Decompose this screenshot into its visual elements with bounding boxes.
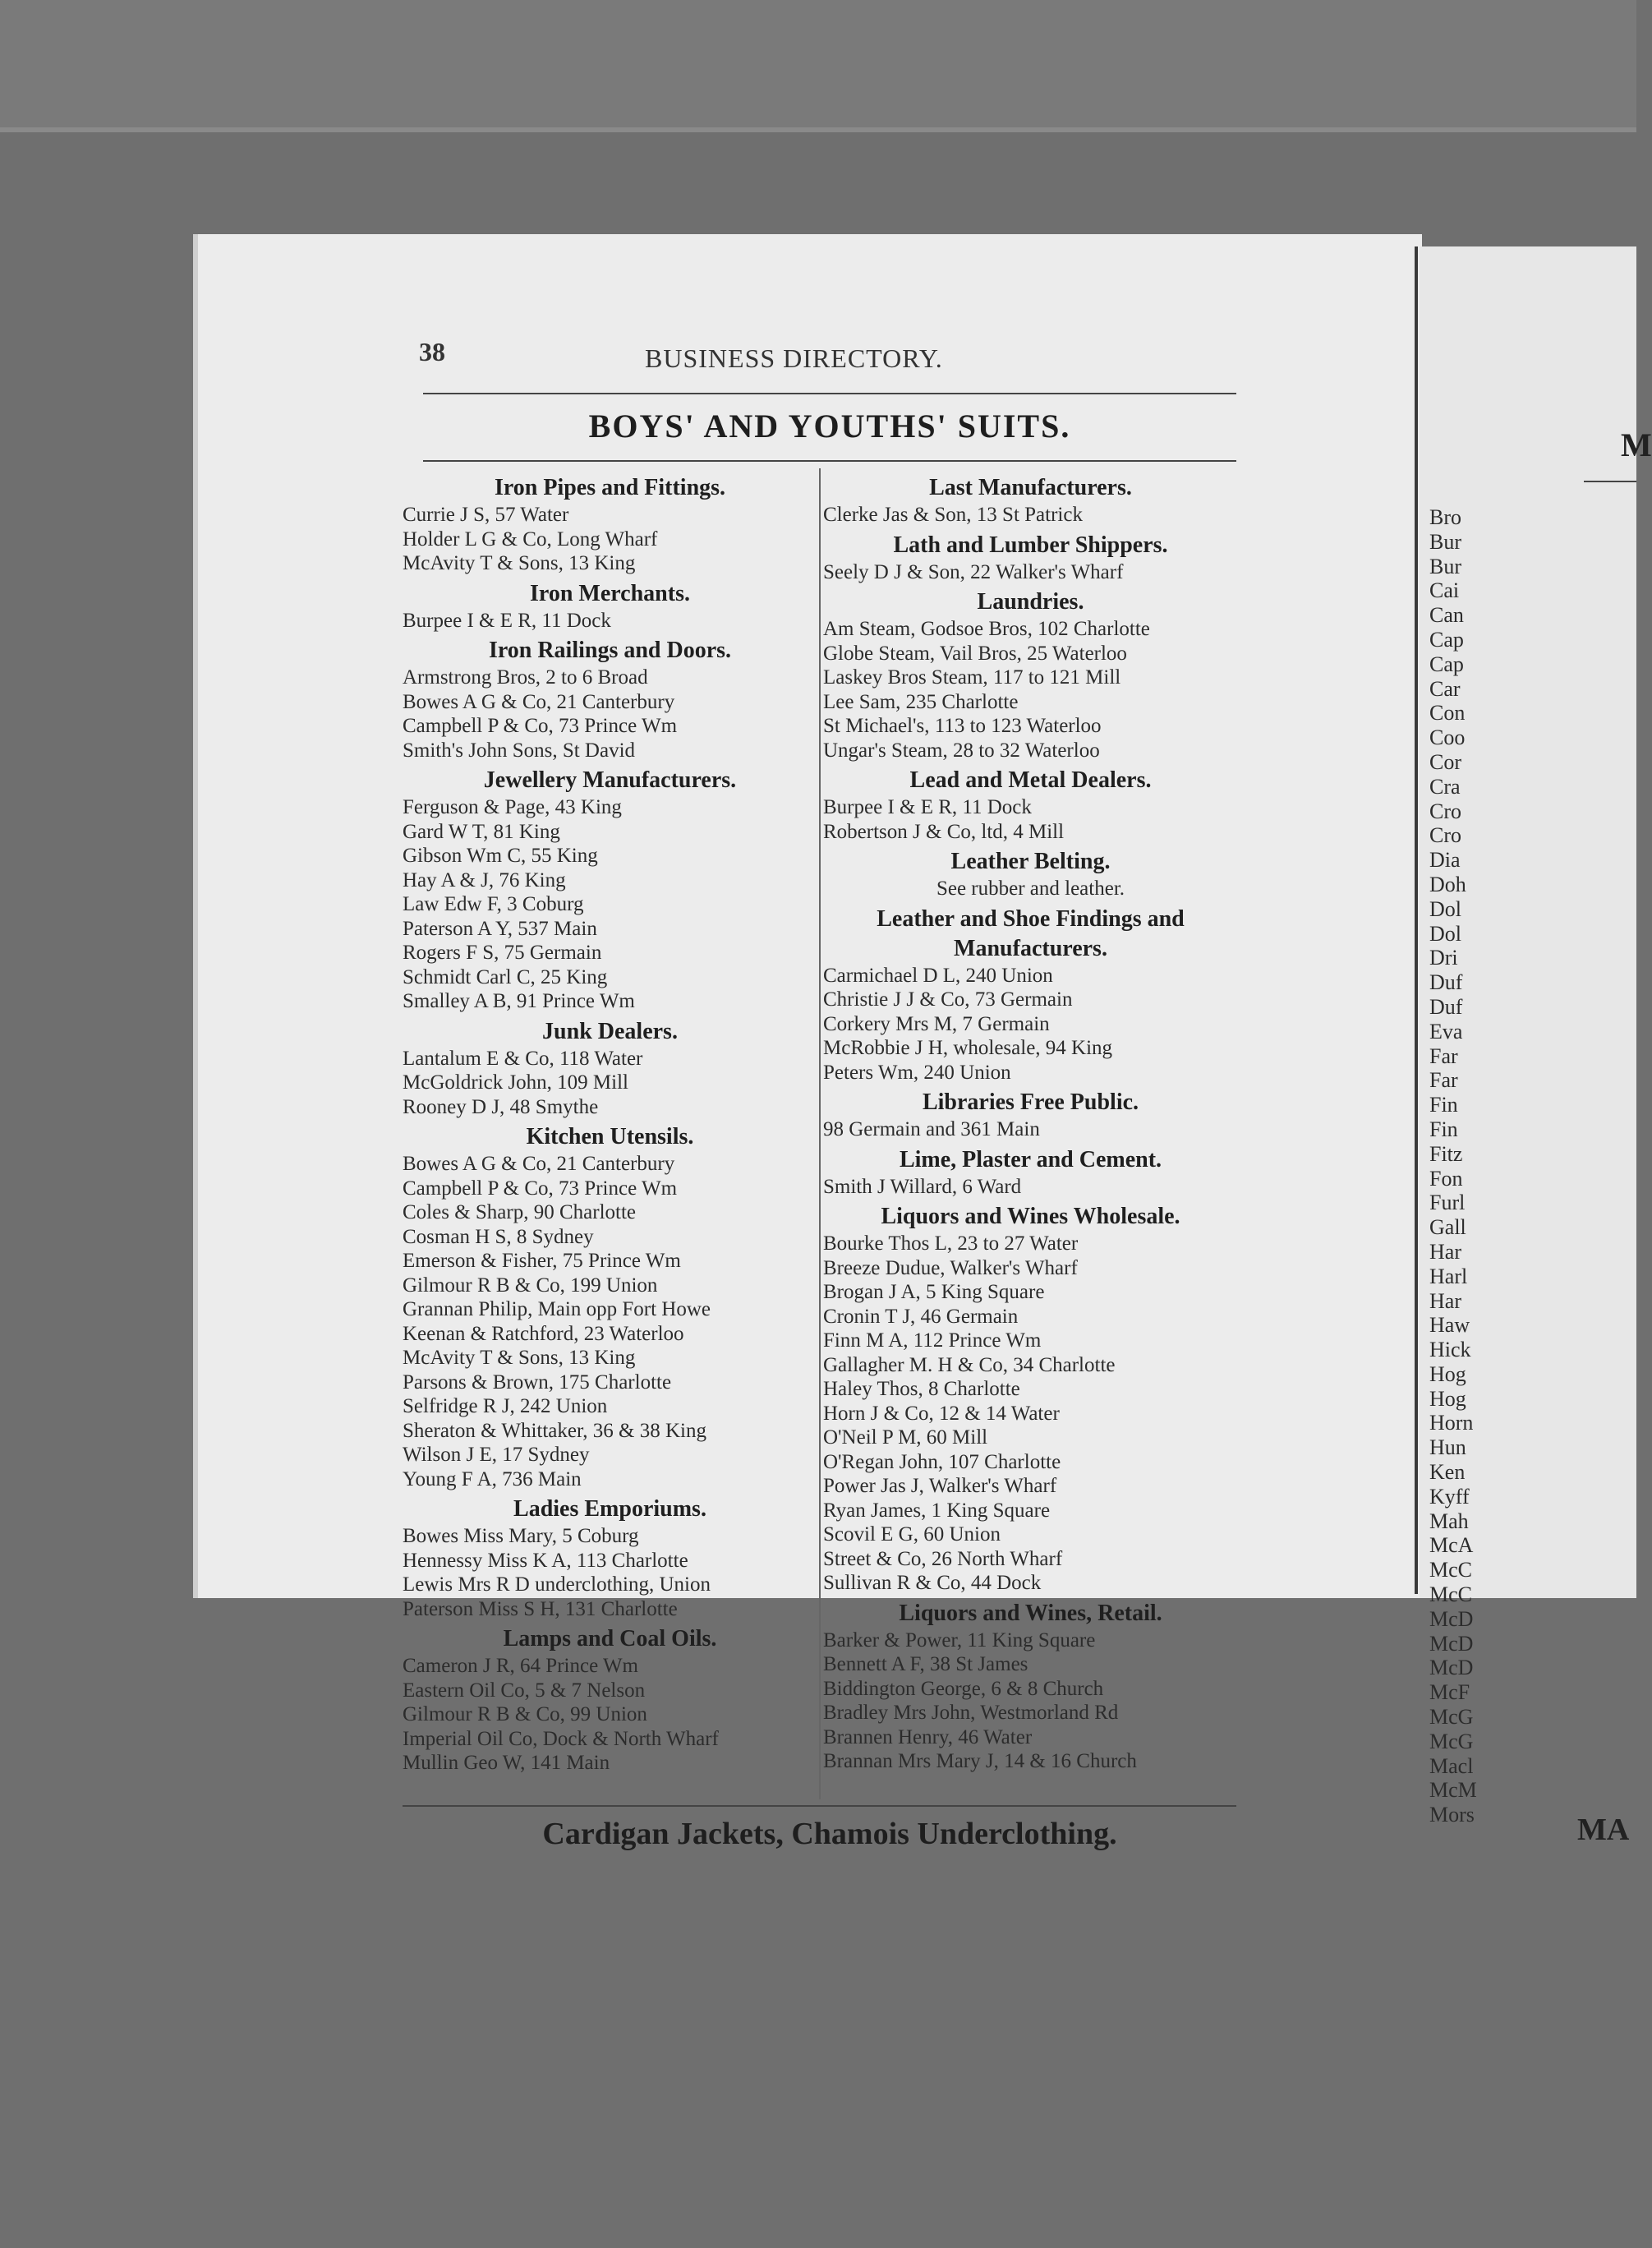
facing-page-entry: Bro xyxy=(1429,505,1461,529)
facing-page-entry: Har xyxy=(1429,1288,1461,1313)
running-head: BUSINESS DIRECTORY. xyxy=(645,343,943,373)
section-heading: Leather and Shoe Findings and Manufacturers. xyxy=(877,905,1185,961)
directory-entry: Gilmour R B & Co, 99 Union xyxy=(403,1703,647,1725)
directory-section xyxy=(403,1017,817,1120)
directory-entry: Laskey Bros Steam, 117 to 121 Mill xyxy=(823,666,1121,689)
section-heading: Kitchen Utensils. xyxy=(526,1124,694,1149)
directory-entry: Wilson J E, 17 Sydney xyxy=(403,1444,590,1466)
directory-section xyxy=(403,1495,817,1621)
facing-page-entry: Hick xyxy=(1429,1338,1471,1362)
directory-entry: Sullivan R & Co, 44 Dock xyxy=(823,1572,1042,1594)
directory-entry: Finn M A, 112 Prince Wm xyxy=(823,1329,1042,1352)
section-heading: Lath and Lumber Shippers. xyxy=(893,532,1168,558)
facing-page-entry: Cai xyxy=(1429,578,1460,603)
facing-page-entry: Macl xyxy=(1429,1753,1474,1778)
directory-entry: Smalley A B, 91 Prince Wm xyxy=(403,990,635,1012)
facing-page-entry: Bur xyxy=(1429,529,1461,554)
directory-entry: Rogers F S, 75 Germain xyxy=(403,942,602,964)
directory-entry: Power Jas J, Walker's Wharf xyxy=(823,1475,1057,1497)
section-heading: Jewellery Manufacturers. xyxy=(483,767,737,793)
facing-page-entry: Dol xyxy=(1429,921,1461,946)
facing-page-banner-bottom: MA xyxy=(1577,1813,1630,1847)
directory-section xyxy=(823,766,1238,844)
directory-entry: Biddington George, 6 & 8 Church xyxy=(823,1677,1104,1700)
directory-entry: Burpee I & E R, 11 Dock xyxy=(403,609,611,632)
directory-section xyxy=(823,1202,1238,1596)
directory-entry: Cosman H S, 8 Sydney xyxy=(403,1225,594,1248)
directory-section xyxy=(403,766,817,1014)
directory-entry: Bennett A F, 38 St James xyxy=(823,1653,1028,1675)
directory-entry: Smith's John Sons, St David xyxy=(403,739,636,762)
directory-entry: Brannen Henry, 46 Water xyxy=(823,1725,1033,1748)
directory-entry: Gard W T, 81 King xyxy=(403,820,560,843)
facing-page-entry: Dol xyxy=(1429,896,1461,921)
facing-page-entry: Fin xyxy=(1429,1093,1458,1117)
directory-entry: Emerson & Fisher, 75 Prince Wm xyxy=(403,1250,681,1272)
section-heading: Iron Merchants. xyxy=(530,580,690,606)
directory-entry: Am Steam, Godsoe Bros, 102 Charlotte xyxy=(823,618,1150,640)
directory-entry: Peters Wm, 240 Union xyxy=(823,1061,1011,1084)
facing-page-entry: Doh xyxy=(1429,872,1466,896)
directory-section xyxy=(823,847,1238,901)
section-heading: Libraries Free Public. xyxy=(922,1089,1139,1115)
directory-entry: Gilmour R B & Co, 199 Union xyxy=(403,1274,658,1297)
directory-entry: McAvity T & Sons, 13 King xyxy=(403,1347,636,1369)
facing-page-entry: Haw xyxy=(1429,1313,1470,1338)
directory-entry: Eastern Oil Co, 5 & 7 Nelson xyxy=(403,1679,646,1702)
facing-page-entry: Cro xyxy=(1429,799,1461,823)
directory-section xyxy=(403,636,817,762)
directory-entry: Schmidt Carl C, 25 King xyxy=(403,965,608,988)
facing-page-rule xyxy=(1584,481,1636,482)
header-rule xyxy=(423,393,1236,394)
facing-page-entry: Furl xyxy=(1429,1191,1466,1215)
directory-entry: Robertson J & Co, ltd, 4 Mill xyxy=(823,820,1065,843)
directory-entry: Coles & Sharp, 90 Charlotte xyxy=(403,1201,636,1223)
directory-entry: Ungar's Steam, 28 to 32 Waterloo xyxy=(823,739,1100,762)
facing-page-entry: Duf xyxy=(1429,970,1463,995)
directory-entry: Mullin Geo W, 141 Main xyxy=(403,1752,610,1774)
directory-section xyxy=(823,531,1238,585)
section-heading: Liquors and Wines Wholesale. xyxy=(881,1204,1180,1229)
facing-page-entry: McG xyxy=(1429,1729,1474,1753)
facing-page-entries xyxy=(1420,505,1477,1827)
facing-page-entry: Kyff xyxy=(1429,1484,1470,1509)
facing-page-entry: Gall xyxy=(1429,1215,1466,1240)
facing-page-entry: Cra xyxy=(1429,774,1461,799)
left-column xyxy=(403,470,817,1776)
facing-page-entry: Ken xyxy=(1429,1460,1466,1485)
banner-top-rule xyxy=(423,460,1236,462)
facing-page-entry: McC xyxy=(1429,1582,1472,1607)
directory-entry: Paterson Miss S H, 131 Charlotte xyxy=(403,1597,678,1620)
facing-page-entry: Car xyxy=(1429,676,1461,701)
directory-entry: Bradley Mrs John, Westmorland Rd xyxy=(823,1702,1119,1724)
facing-page-entry: McD xyxy=(1429,1656,1474,1680)
facing-page-entry: McF xyxy=(1429,1680,1470,1705)
directory-entry: Bowes A G & Co, 21 Canterbury xyxy=(403,1153,675,1175)
directory-entry: Selfridge R J, 242 Union xyxy=(403,1395,608,1417)
facing-page-entry: Far xyxy=(1429,1043,1458,1068)
footer-rule xyxy=(403,1805,1236,1807)
directory-section xyxy=(823,587,1238,762)
section-heading: Liquors and Wines, Retail. xyxy=(899,1600,1162,1626)
directory-entry: Brannan Mrs Mary J, 14 & 16 Church xyxy=(823,1750,1137,1772)
directory-entry: Bowes Miss Mary, 5 Coburg xyxy=(403,1525,639,1547)
book-gutter xyxy=(1415,246,1418,1594)
facing-page-entry: Eva xyxy=(1429,1019,1463,1043)
directory-entry: Hennessy Miss K A, 113 Charlotte xyxy=(403,1549,688,1572)
directory-entry: Scovil E G, 60 Union xyxy=(823,1523,1001,1546)
directory-entry: Currie J S, 57 Water xyxy=(403,504,569,526)
directory-entry: Law Edw F, 3 Coburg xyxy=(403,893,584,915)
directory-entry: Lewis Mrs R D underclothing, Union xyxy=(403,1573,711,1596)
directory-entry: Corkery Mrs M, 7 Germain xyxy=(823,1012,1050,1035)
directory-section xyxy=(823,905,1238,1085)
facing-page-entry: Fon xyxy=(1429,1166,1463,1191)
directory-entry: Lantalum E & Co, 118 Water xyxy=(403,1047,643,1070)
directory-entry: Holder L G & Co, Long Wharf xyxy=(403,527,658,550)
banner-top: BOYS' AND YOUTHS' SUITS. xyxy=(588,408,1071,445)
directory-entry: Cronin T J, 46 Germain xyxy=(823,1305,1019,1328)
facing-page-entry: Hog xyxy=(1429,1386,1466,1411)
directory-entry: Street & Co, 26 North Wharf xyxy=(823,1547,1063,1570)
facing-page-entry: McD xyxy=(1429,1631,1474,1656)
directory-entry: McRobbie J H, wholesale, 94 King xyxy=(823,1037,1113,1059)
page-number: 38 xyxy=(419,337,445,366)
facing-page-entry: Hog xyxy=(1429,1361,1466,1386)
facing-page-entry: Fin xyxy=(1429,1117,1458,1141)
directory-entry: Clerke Jas & Son, 13 St Patrick xyxy=(823,504,1083,526)
directory-entry: 98 Germain and 361 Main xyxy=(823,1118,1040,1140)
directory-entry: Breeze Dudue, Walker's Wharf xyxy=(823,1256,1078,1279)
directory-entry: Globe Steam, Vail Bros, 25 Waterloo xyxy=(823,642,1127,665)
directory-section xyxy=(823,1145,1238,1200)
directory-entry: Hay A & J, 76 King xyxy=(403,868,566,891)
directory-entry: Gibson Wm C, 55 King xyxy=(403,845,598,867)
section-heading: Laundries. xyxy=(977,589,1084,615)
facing-page-entry: Mors xyxy=(1429,1803,1475,1827)
directory-section xyxy=(823,1599,1238,1774)
directory-entry: Barker & Power, 11 King Square xyxy=(823,1628,1096,1651)
facing-page-entry: Far xyxy=(1429,1068,1458,1093)
directory-entry: Horn J & Co, 12 & 14 Water xyxy=(823,1402,1060,1425)
directory-entry: Keenan & Ratchford, 23 Waterloo xyxy=(403,1322,684,1345)
directory-section xyxy=(403,473,817,576)
directory-section xyxy=(823,1088,1238,1142)
directory-entry: Sheraton & Whittaker, 36 & 38 King xyxy=(403,1419,707,1442)
section-heading: Ladies Emporiums. xyxy=(513,1496,706,1522)
section-heading: Lead and Metal Dealers. xyxy=(909,767,1152,793)
facing-page-entry: Dri xyxy=(1429,946,1458,970)
facing-page-entry: Cap xyxy=(1429,627,1464,652)
directory-section xyxy=(403,1624,817,1776)
directory-entry: Rooney D J, 48 Smythe xyxy=(403,1095,599,1118)
directory-entry: McAvity T & Sons, 13 King xyxy=(403,552,636,574)
facing-page-entry: Con xyxy=(1429,701,1466,726)
directory-entry: Christie J J & Co, 73 Germain xyxy=(823,988,1073,1011)
section-heading: Iron Railings and Doors. xyxy=(488,638,732,663)
facing-page-entry: McM xyxy=(1429,1778,1477,1803)
directory-section xyxy=(403,1122,817,1491)
facing-page-entry: Mah xyxy=(1429,1509,1469,1533)
directory-entry: Paterson A Y, 537 Main xyxy=(403,917,597,940)
facing-page-entry: Can xyxy=(1429,603,1464,628)
directory-entry: Bowes A G & Co, 21 Canterbury xyxy=(403,690,675,713)
facing-page-entry: Cap xyxy=(1429,652,1464,676)
directory-entry: Ryan James, 1 King Square xyxy=(823,1499,1051,1522)
directory-entry: Campbell P & Co, 73 Prince Wm xyxy=(403,1177,678,1200)
directory-entry: Carmichael D L, 240 Union xyxy=(823,964,1053,987)
right-column xyxy=(823,470,1238,1774)
facing-page-entry: Duf xyxy=(1429,994,1463,1019)
section-heading: Iron Pipes and Fittings. xyxy=(494,475,726,500)
banner-bottom: Cardigan Jackets, Chamois Underclothing. xyxy=(542,1817,1117,1851)
facing-page-entry: Harl xyxy=(1429,1264,1468,1288)
directory-entry: Gallagher M. H & Co, 34 Charlotte xyxy=(823,1353,1116,1376)
facing-page-banner-top: M xyxy=(1621,426,1652,463)
directory-entry: Imperial Oil Co, Dock & North Wharf xyxy=(403,1727,719,1750)
facing-page-entry: Dia xyxy=(1429,848,1461,873)
directory-entry: O'Regan John, 107 Charlotte xyxy=(823,1450,1061,1473)
directory-entry: Grannan Philip, Main opp Fort Howe xyxy=(403,1298,711,1320)
directory-entry: O'Neil P M, 60 Mill xyxy=(823,1426,988,1449)
directory-entry: McGoldrick John, 109 Mill xyxy=(403,1071,628,1094)
directory-entry: Cameron J R, 64 Prince Wm xyxy=(403,1655,638,1677)
facing-page-entry: McD xyxy=(1429,1606,1474,1631)
directory-entry: St Michael's, 113 to 123 Waterloo xyxy=(823,715,1102,737)
facing-page-entry: Coo xyxy=(1429,726,1466,750)
directory-entry: Ferguson & Page, 43 King xyxy=(403,796,622,818)
section-heading: Leather Belting. xyxy=(950,849,1111,874)
facing-page-entry: Har xyxy=(1429,1239,1461,1264)
facing-page-entry: McA xyxy=(1429,1533,1474,1558)
facing-page-entry: Fitz xyxy=(1429,1141,1463,1166)
section-heading: Lime, Plaster and Cement. xyxy=(899,1146,1162,1172)
background-top xyxy=(0,0,1636,131)
directory-entry: Burpee I & E R, 11 Dock xyxy=(823,796,1032,818)
section-heading: Last Manufacturers. xyxy=(929,475,1132,500)
directory-entry: Campbell P & Co, 73 Prince Wm xyxy=(403,715,678,737)
directory-entry: Brogan J A, 5 King Square xyxy=(823,1281,1045,1303)
directory-section xyxy=(823,473,1238,527)
facing-page xyxy=(1420,246,1652,1847)
directory-section xyxy=(403,579,817,633)
facing-page-entry: Bur xyxy=(1429,554,1461,578)
directory-entry: Young F A, 736 Main xyxy=(403,1467,582,1490)
section-heading: Lamps and Coal Oils. xyxy=(503,1626,717,1651)
section-note: See rubber and leather. xyxy=(936,878,1125,900)
background-edge xyxy=(0,127,1636,132)
directory-entry: Armstrong Bros, 2 to 6 Broad xyxy=(403,666,648,689)
directory-entry: Bourke Thos L, 23 to 27 Water xyxy=(823,1232,1079,1255)
column-divider xyxy=(819,468,821,1799)
facing-page-entry: Hun xyxy=(1429,1435,1466,1460)
section-heading: Junk Dealers. xyxy=(542,1018,678,1044)
directory-entry: Smith J Willard, 6 Ward xyxy=(823,1175,1022,1198)
directory-entry: Parsons & Brown, 175 Charlotte xyxy=(403,1370,672,1393)
directory-entry: Haley Thos, 8 Charlotte xyxy=(823,1378,1020,1400)
facing-page-entry: Horn xyxy=(1429,1411,1474,1435)
facing-page-entry: Cor xyxy=(1429,749,1461,774)
directory-entry: Lee Sam, 235 Charlotte xyxy=(823,690,1019,713)
facing-page-entry: Cro xyxy=(1429,823,1461,848)
directory-entry: Seely D J & Son, 22 Walker's Wharf xyxy=(823,560,1124,583)
facing-page-entry: McG xyxy=(1429,1705,1474,1730)
facing-page-entry: McC xyxy=(1429,1558,1472,1582)
